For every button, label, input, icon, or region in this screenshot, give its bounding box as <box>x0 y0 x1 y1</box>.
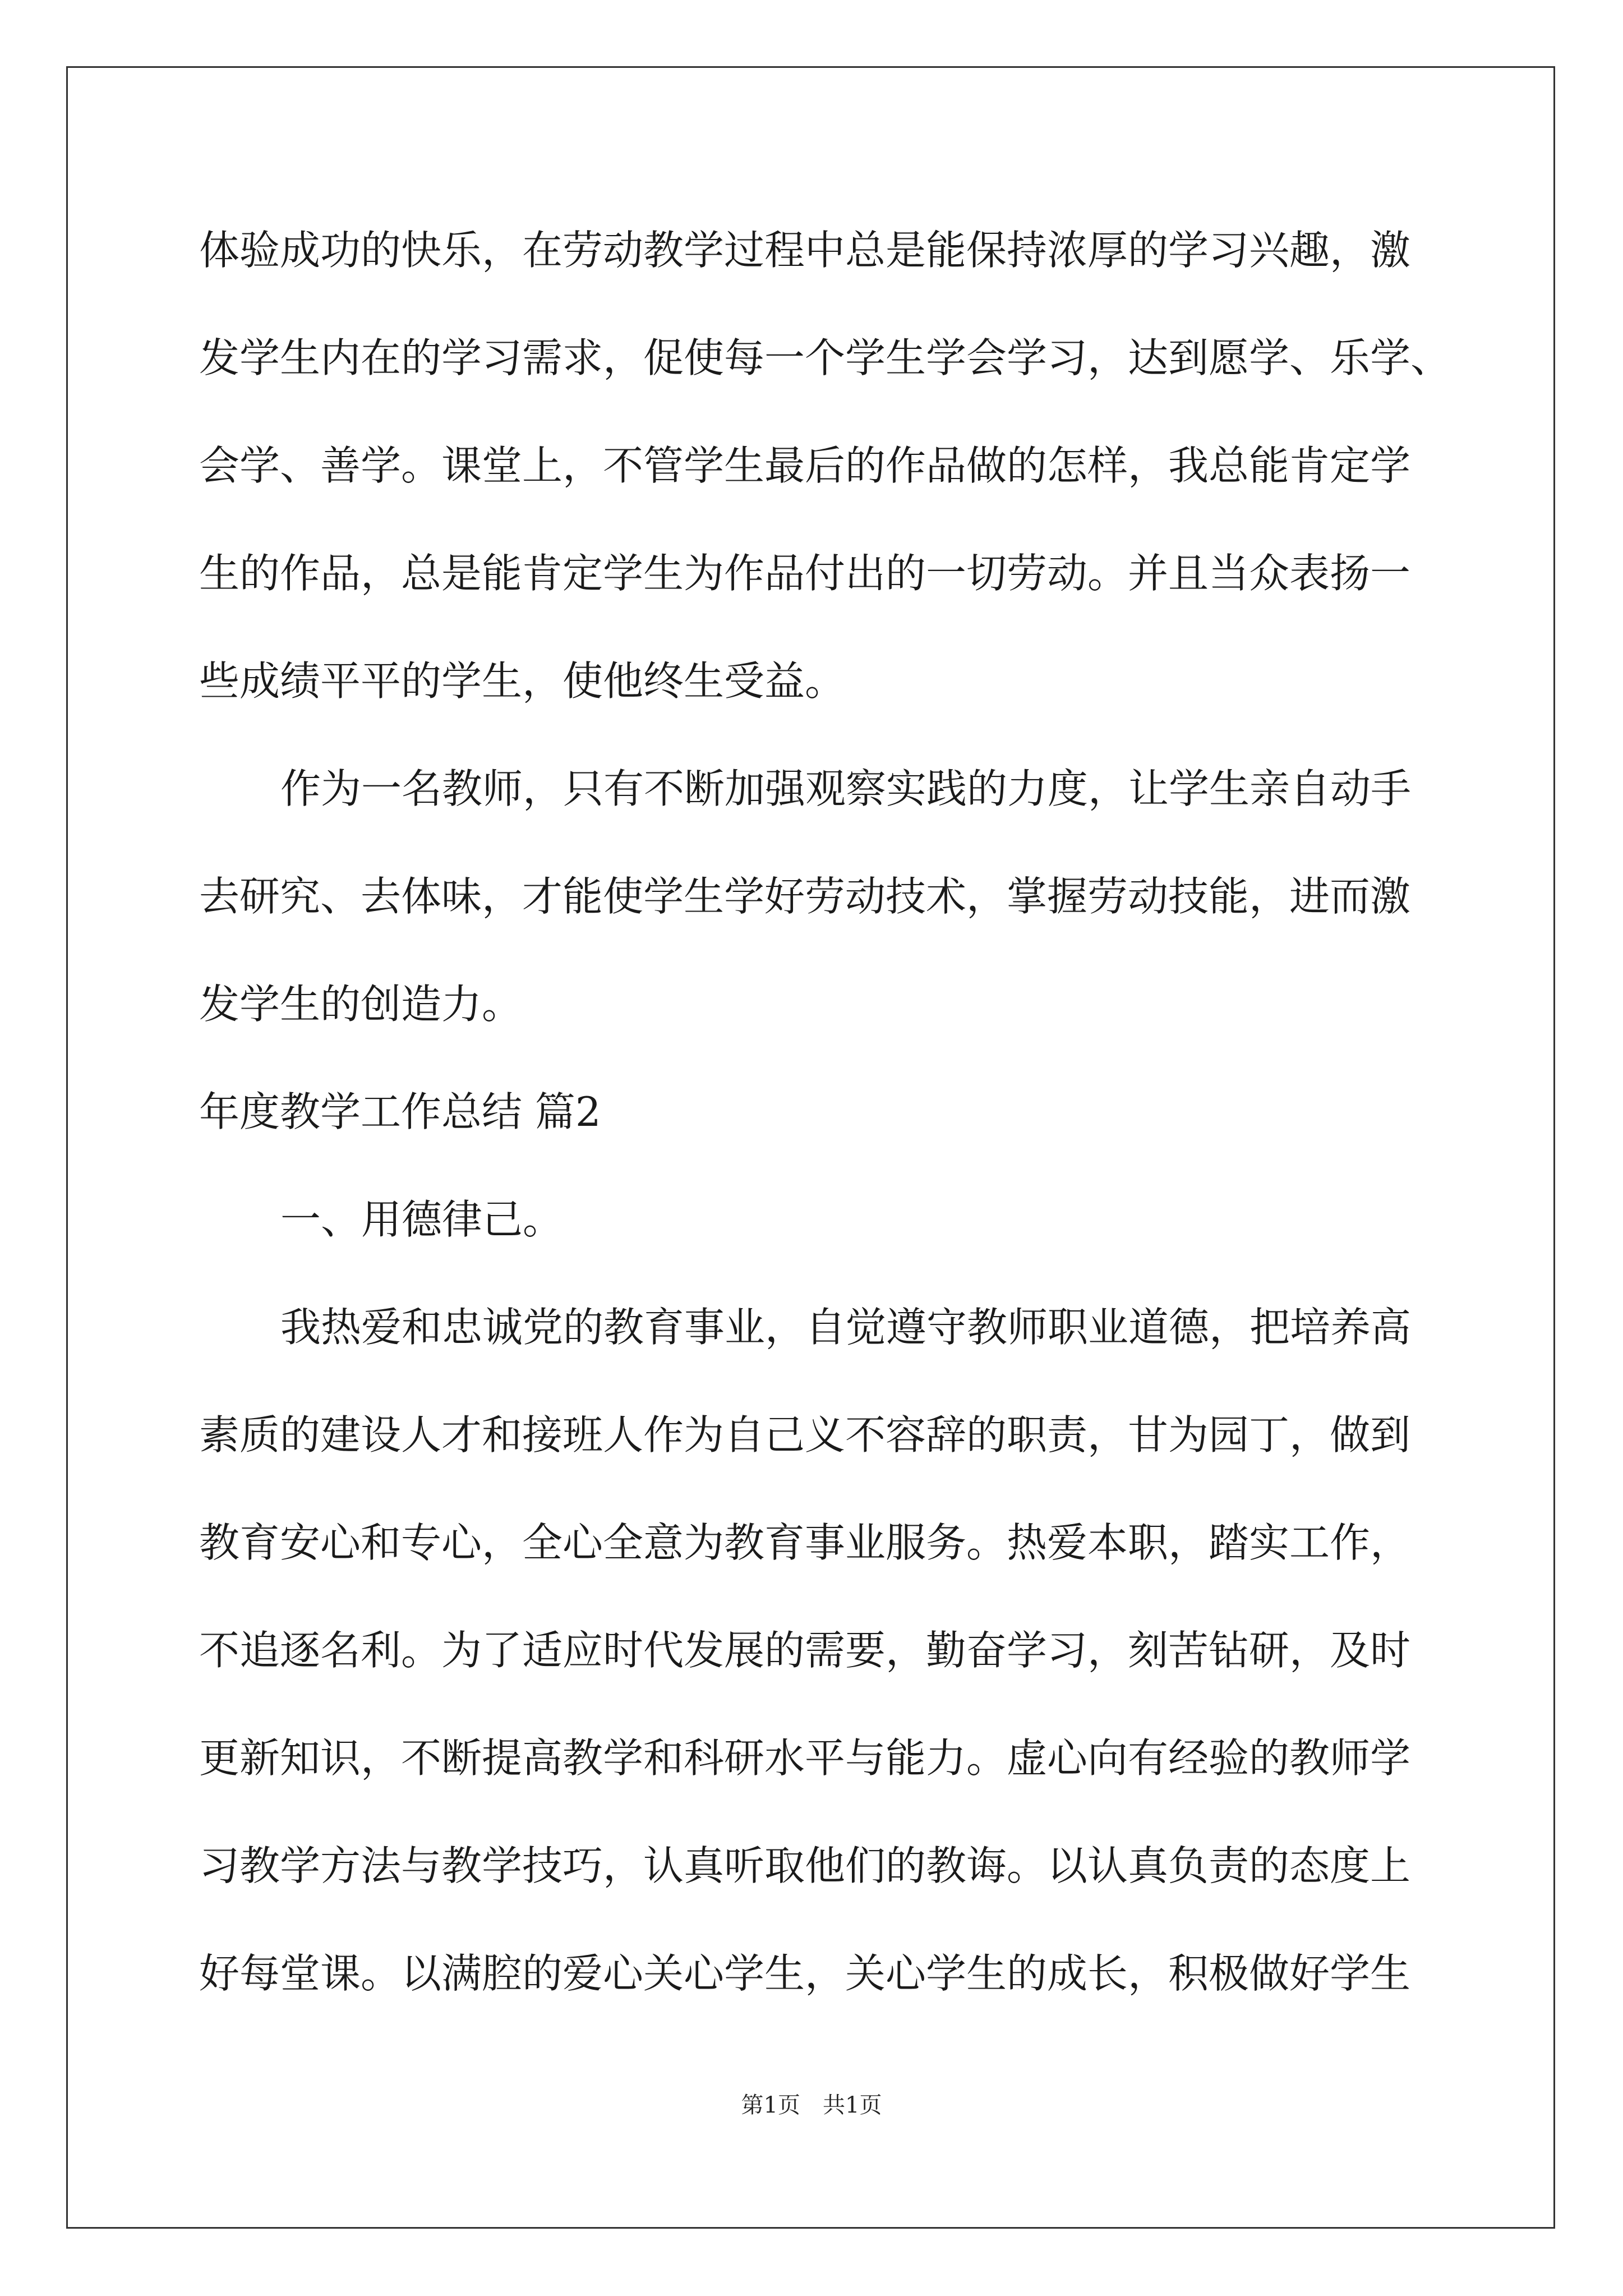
body-line: 生的作品，总是能肯定学生为作品付出的一切劳动。并且当众表扬一 <box>199 550 1411 597</box>
body-line: 会学、善学。课堂上，不管学生最后的作品做的怎样，我总能肯定学 <box>199 442 1411 489</box>
body-line: 习教学方法与教学技巧，认真听取他们的教诲。以认真负责的态度上 <box>199 1842 1411 1889</box>
body-line: 发学生的创造力。 <box>199 981 523 1028</box>
body-line: 更新知识，不断提高教学和科研水平与能力。虚心向有经验的教师学 <box>199 1734 1411 1782</box>
body-line: 我热爱和忠诚党的教育事业，自觉遵守教师职业道德，把培养高 <box>280 1304 1412 1351</box>
body-line: 好每堂课。以满腔的爱心关心学生，关心学生的成长，积极做好学生 <box>199 1950 1411 1997</box>
subsection-heading: 一、用德律己。 <box>280 1196 564 1243</box>
page-footer: 第1页 共1页 <box>741 2092 882 2118</box>
body-line: 体验成功的快乐，在劳动教学过程中总是能保持浓厚的学习兴趣，激 <box>199 227 1411 274</box>
body-line: 些成绩平平的学生，使他终生受益。 <box>199 657 846 705</box>
body-line: 去研究、去体味，才能使学生学好劳动技术，掌握劳动技能，进而激 <box>199 873 1411 920</box>
page-border <box>66 66 1555 2229</box>
section-heading: 年度教学工作总结 篇2 <box>199 1088 601 1135</box>
body-line: 作为一名教师，只有不断加强观察实践的力度，让学生亲自动手 <box>280 765 1412 812</box>
body-line: 不追逐名利。为了适应时代发展的需要，勤奋学习，刻苦钻研，及时 <box>199 1627 1411 1674</box>
body-line: 教育安心和专心，全心全意为教育事业服务。热爱本职，踏实工作， <box>199 1519 1411 1566</box>
body-line: 素质的建设人才和接班人作为自己义不容辞的职责，甘为园丁，做到 <box>199 1411 1411 1458</box>
body-line: 发学生内在的学习需求，促使每一个学生学会学习，达到愿学、乐学、 <box>199 334 1451 381</box>
